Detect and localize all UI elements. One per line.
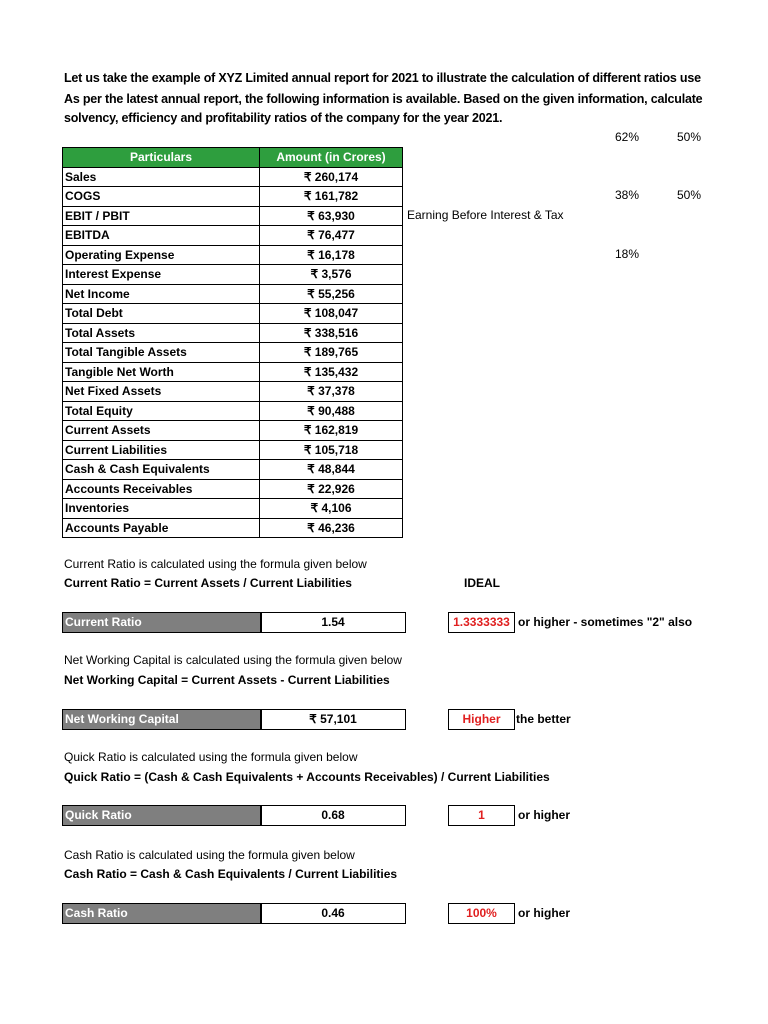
particular-label[interactable]: Cash & Cash Equivalents	[63, 460, 260, 480]
amount-value[interactable]: ₹ 189,765	[260, 343, 403, 363]
amount-value[interactable]: ₹ 90,488	[260, 401, 403, 421]
particular-label[interactable]: Operating Expense	[63, 245, 260, 265]
amount-value[interactable]: ₹ 108,047	[260, 304, 403, 324]
table-row	[63, 284, 403, 304]
table-row	[63, 362, 403, 382]
amount-value[interactable]: ₹ 105,718	[260, 440, 403, 460]
particular-label[interactable]: Total Equity	[63, 401, 260, 421]
particular-label[interactable]: Current Liabilities	[63, 440, 260, 460]
column-header-amount[interactable]: Amount (in Crores)	[260, 148, 403, 168]
particular-label[interactable]: Accounts Receivables	[63, 479, 260, 499]
amount-value[interactable]: ₹ 161,782	[260, 187, 403, 207]
cash-ratio-ideal[interactable]: 100%	[448, 903, 515, 924]
percent-cell: 62%	[615, 130, 640, 144]
amount-value[interactable]: ₹ 55,256	[260, 284, 403, 304]
amount-value[interactable]: ₹ 16,178	[260, 245, 403, 265]
quick-ratio-ideal-note: or higher	[518, 808, 571, 822]
amount-value[interactable]: ₹ 135,432	[260, 362, 403, 382]
particular-label[interactable]: Total Tangible Assets	[63, 343, 260, 363]
current-ratio-ideal[interactable]: 1.3333333	[448, 612, 515, 633]
particular-label[interactable]: Total Debt	[63, 304, 260, 324]
particular-label[interactable]: Sales	[63, 167, 260, 187]
amount-value[interactable]: ₹ 37,378	[260, 382, 403, 402]
amount-value[interactable]: ₹ 260,174	[260, 167, 403, 187]
table-row	[63, 206, 403, 226]
table-header-row	[63, 148, 403, 168]
quick-ratio-intro: Quick Ratio is calculated using the formula given below	[64, 750, 358, 764]
particular-label[interactable]: Net Income	[63, 284, 260, 304]
cash-ratio-label[interactable]: Cash Ratio	[62, 903, 262, 924]
particular-label[interactable]: Interest Expense	[63, 265, 260, 285]
table-row	[63, 382, 403, 402]
table-row	[63, 304, 403, 324]
current-ratio-intro: Current Ratio is calculated using the formula given below	[64, 557, 367, 571]
nwc-ideal[interactable]: Higher	[448, 709, 515, 730]
amount-value[interactable]: ₹ 338,516	[260, 323, 403, 343]
table-row	[63, 518, 403, 538]
particular-label[interactable]: Tangible Net Worth	[63, 362, 260, 382]
current-ratio-formula: Current Ratio = Current Assets / Current Liabilities	[64, 576, 352, 590]
quick-ratio-formula: Quick Ratio = (Cash & Cash Equivalents + Accounts Receivables) / Current Liabilities	[64, 770, 550, 784]
table-row	[63, 245, 403, 265]
amount-value[interactable]: ₹ 63,930	[260, 206, 403, 226]
table-row	[63, 499, 403, 519]
column-header-particulars[interactable]: Particulars	[63, 148, 260, 168]
amount-value[interactable]: ₹ 46,236	[260, 518, 403, 538]
cash-ratio-ideal-note: or higher	[518, 906, 571, 920]
intro-line-2: As per the latest annual report, the following information is available. Based on the given information, calculate	[64, 92, 703, 106]
table-row	[63, 323, 403, 343]
particular-label[interactable]: Net Fixed Assets	[63, 382, 260, 402]
percent-cell: 50%	[677, 188, 702, 202]
ebit-note: Earning Before Interest & Tax	[407, 208, 564, 222]
amount-value[interactable]: ₹ 162,819	[260, 421, 403, 441]
amount-value[interactable]: ₹ 3,576	[260, 265, 403, 285]
table-row	[63, 167, 403, 187]
percent-cell: 38%	[615, 188, 640, 202]
quick-ratio-label[interactable]: Quick Ratio	[62, 805, 262, 826]
particulars-table	[62, 147, 403, 538]
particular-label[interactable]: Accounts Payable	[63, 518, 260, 538]
amount-value[interactable]: ₹ 76,477	[260, 226, 403, 246]
percent-cell: 50%	[677, 130, 702, 144]
table-row	[63, 226, 403, 246]
table-row	[63, 265, 403, 285]
nwc-label[interactable]: Net Working Capital	[62, 709, 262, 730]
nwc-ideal-note: the better	[516, 712, 571, 726]
particular-label[interactable]: Current Assets	[63, 421, 260, 441]
cash-ratio-intro: Cash Ratio is calculated using the formula given below	[64, 848, 355, 862]
quick-ratio-ideal[interactable]: 1	[448, 805, 515, 826]
particular-label[interactable]: Total Assets	[63, 323, 260, 343]
current-ratio-value[interactable]: 1.54	[260, 612, 406, 633]
particular-label[interactable]: COGS	[63, 187, 260, 207]
intro-line-3: solvency, efficiency and profitability ratios of the company for the year 2021.	[64, 111, 503, 125]
particular-label[interactable]: Inventories	[63, 499, 260, 519]
particular-label[interactable]: EBIT / PBIT	[63, 206, 260, 226]
table-row	[63, 401, 403, 421]
table-row	[63, 187, 403, 207]
cash-ratio-value[interactable]: 0.46	[260, 903, 406, 924]
nwc-intro: Net Working Capital is calculated using the formula given below	[64, 653, 402, 667]
amount-value[interactable]: ₹ 22,926	[260, 479, 403, 499]
quick-ratio-value[interactable]: 0.68	[260, 805, 406, 826]
nwc-formula: Net Working Capital = Current Assets - Current Liabilities	[64, 673, 390, 687]
amount-value[interactable]: ₹ 48,844	[260, 460, 403, 480]
ideal-header: IDEAL	[464, 576, 500, 590]
table-row	[63, 479, 403, 499]
percent-cell: 18%	[615, 247, 640, 261]
particular-label[interactable]: EBITDA	[63, 226, 260, 246]
table-row	[63, 343, 403, 363]
intro-line-1: Let us take the example of XYZ Limited annual report for 2021 to illustrate the calculation of different ratios use	[64, 71, 701, 85]
amount-value[interactable]: ₹ 4,106	[260, 499, 403, 519]
current-ratio-label[interactable]: Current Ratio	[62, 612, 262, 633]
table-row	[63, 421, 403, 441]
cash-ratio-formula: Cash Ratio = Cash & Cash Equivalents / Current Liabilities	[64, 867, 398, 881]
table-row	[63, 440, 403, 460]
current-ratio-ideal-note: or higher - sometimes "2" also	[518, 615, 693, 629]
nwc-value[interactable]: ₹ 57,101	[260, 709, 406, 730]
table-row	[63, 460, 403, 480]
